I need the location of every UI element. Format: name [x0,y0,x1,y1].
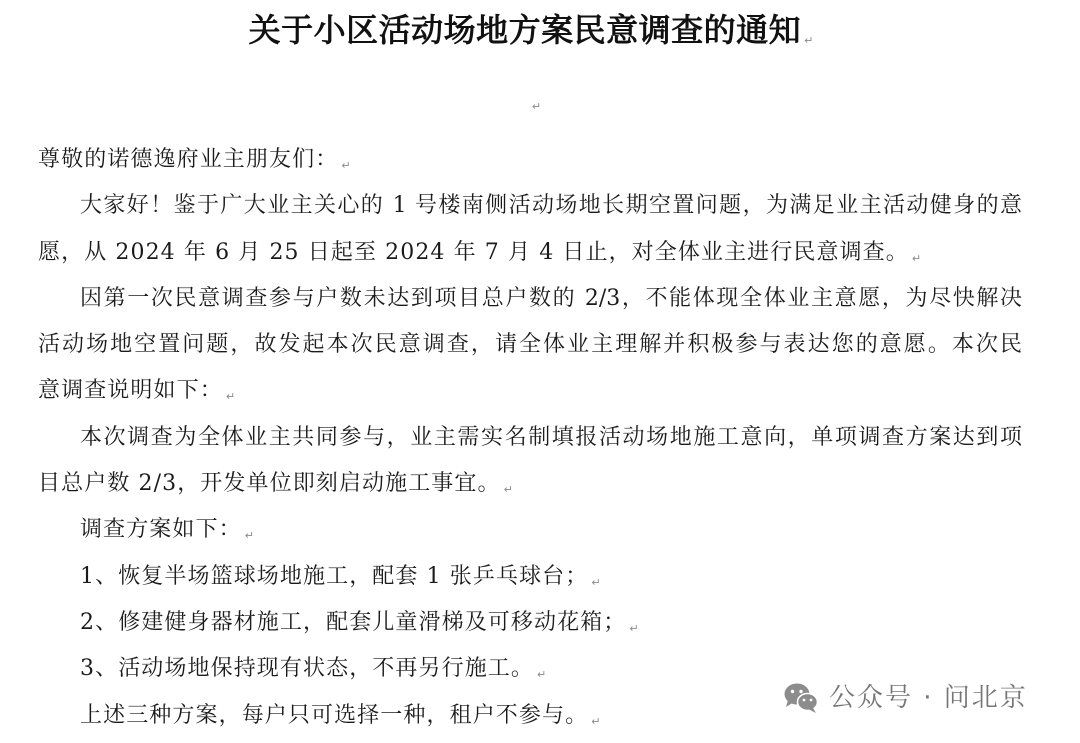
paragraph-mark: ↵ [341,159,351,172]
option-2: 2、修建健身器材施工，配套儿童滑梯及可移动花箱； [80,609,627,635]
wechat-icon [783,682,819,714]
rules-line-1 [38,415,1022,461]
paragraph-mark: ↵ [911,251,922,265]
paragraph-mark: ↵ [591,575,601,589]
intro-text-1: 大家好！鉴于广大业主关心的 1 号楼南侧活动场地长期空置问题，为满足业主活动健身的意 [80,193,1022,219]
rules-text-1: 本次调查为全体业主共同参与，业主需实名制填报活动场地施工意向，单项调查方案达到项 [80,424,1022,450]
greeting-line [38,137,1022,183]
paragraph-mark: ↵ [503,483,513,497]
options-heading: 调查方案如下： [80,517,242,543]
reason-text-3: 意调查说明如下： [38,378,223,404]
wechat-watermark [783,678,1028,718]
paragraph-mark: ↵ [804,34,814,47]
watermark-label: 公众号 · 问北京 [829,683,1028,713]
option-3: 3、活动场地保持现有状态，不再另行施工。 [80,656,534,682]
paragraph-mark: ↵ [629,621,639,635]
option-2-line [38,600,1022,646]
paragraph-mark: ↵ [591,714,601,728]
rules-text-2: 目总户数 2/3，开发单位即刻启动施工事宜。 [38,471,501,497]
reason-line-1 [38,276,1022,322]
empty-paragraph-mark: ↵ [531,100,542,113]
closing-note: 上述三种方案，每户只可选择一种，租户不参与。 [80,702,589,728]
rules-line-2 [38,461,1022,507]
reason-text-2: 活动场地空置问题，故发起本次民意调查，请全体业主理解并积极参与表达您的意愿。本次民 [38,332,1022,358]
paragraph-mark: ↵ [225,390,236,404]
intro-line-1 [38,183,1022,229]
reason-text-1: 因第一次民意调查参与户数未达到项目总户数的 2/3，不能体现全体业主意愿，为尽快解决 [80,285,1022,311]
greeting: 尊敬的诺德逸府业主朋友们： [38,147,339,172]
option-1-line [38,554,1022,600]
paragraph-mark: ↵ [537,668,547,682]
intro-text-2: 愿，从 2024 年 6 月 25 日起至 2024 年 7 月 4 日止，对全体业主进行民意调查。 [38,239,909,265]
reason-line-2 [38,322,1022,368]
document-title-row [0,10,1062,61]
options-heading-line [38,507,1022,553]
document-title: 关于小区活动场地方案民意调查的通知 [248,11,802,49]
intro-line-2 [38,230,1022,276]
option-1: 1、恢复半场篮球场地施工，配套 1 张乒乓球台； [80,563,589,589]
document-body [38,137,1022,739]
empty-paragraph [0,90,1070,114]
reason-line-3 [38,368,1022,414]
paragraph-mark: ↵ [244,529,254,543]
